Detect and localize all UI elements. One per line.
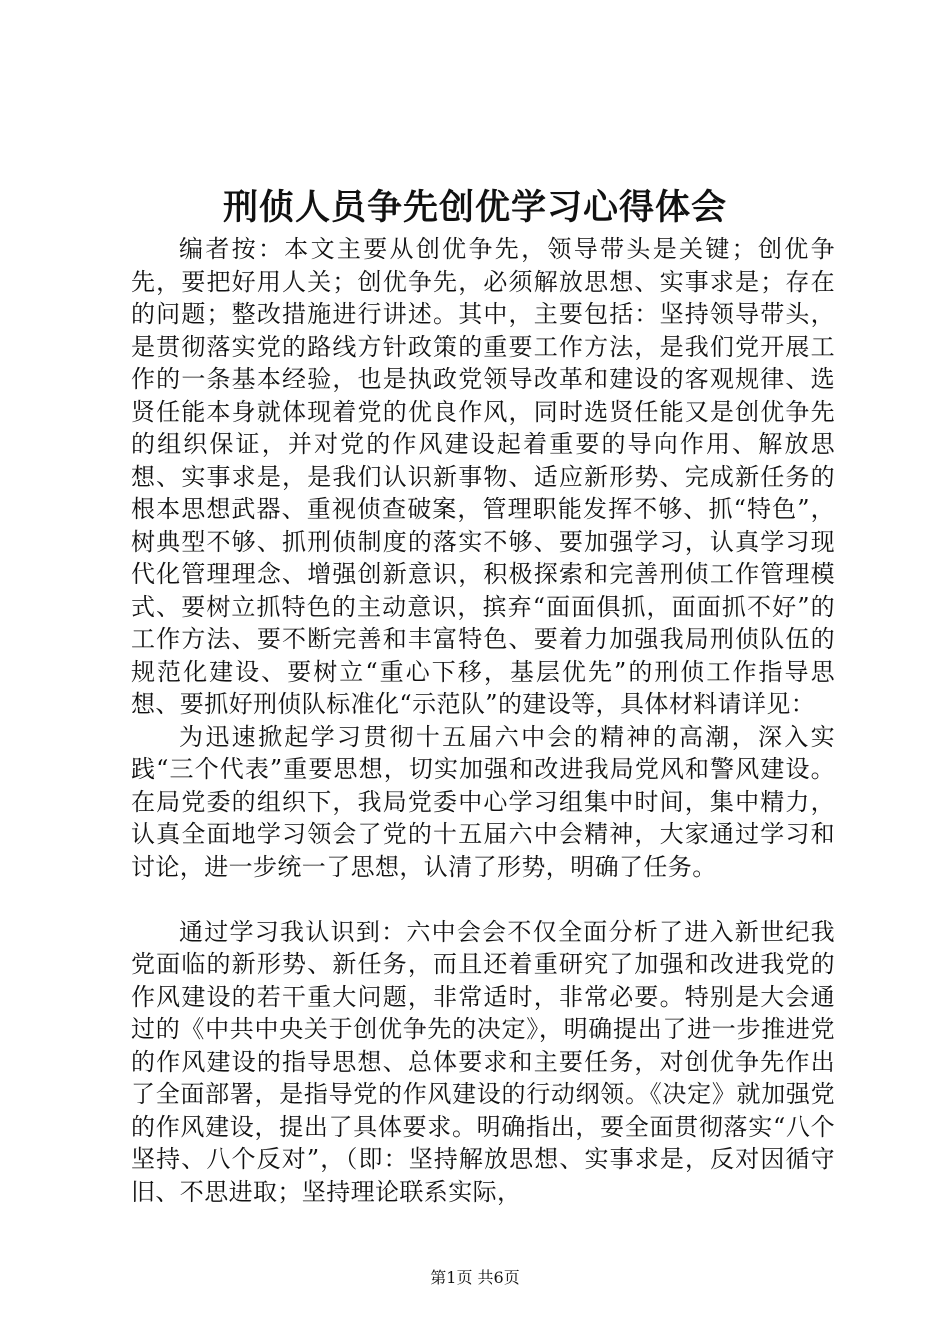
document-body <box>131 233 835 1208</box>
editor-note-paragraph: 编者按：本文主要从创优争先，领导带头是关键；创优争先，要把好用人关；创优争先，必须解放思想、实事求是；存在的问题；整改措施进行讲述。其中，主要包括：坚持领导带头，是贯彻落实党的路线方针政策的重要工作方法，是我们党开展工作的一条基本经验，也是执政党领导改革和建设的客观规律、选贤任能本身就体现着党的优良作风，同时选贤任能又是创优争先的组织保证，并对党的作风建设起着重要的导向作用、解放思想、实事求是，是我们认识新事物、适应新形势、完成新任务的根本思想武器、重视侦查破案，管理职能发挥不够、抓“特色”，树典型不够、抓刑侦制度的落实不够、要加强学习，认真学习现代化管理理念、增强创新意识，积极探索和完善刑侦工作管理模式、要树立抓特色的主动意识，摈弃“面面俱抓，面面抓不好”的工作方法、要不断完善和丰富特色、要着力加强我局刑侦队伍的规范化建设、要树立“重心下移，基层优先”的刑侦工作指导思想、要抓好刑侦队标准化“示范队”的建设等，具体材料请详见： <box>131 235 835 718</box>
body-paragraph-1: 为迅速掀起学习贯彻十五届六中会的精神的高潮，深入实践“三个代表”重要思想，切实加强和改进我局党风和警风建设。在局党委的组织下，我局党委中心学习组集中时间，集中精力，认真全面地学习领会了党的十五届六中会精神，大家通过学习和讨论，进一步统一了思想，认清了形势，明确了任务。 <box>131 722 835 881</box>
page-number-footer: 第1页 共6页 <box>430 1268 520 1287</box>
paragraph-spacer <box>131 883 835 916</box>
body-paragraph-2: 通过学习我认识到：六中会会不仅全面分析了进入新世纪我党面临的新形势、新任务，而且还着重研究了加强和改进我党的作风建设的若干重大问题，非常适时，非常必要。特别是大会通过的《中共中央关于创优争先的决定》，明确提出了进一步推进党的作风建设的指导思想、总体要求和主要任务，对创优争先作出了全面部署，是指导党的作风建设的行动纲领。《决定》就加强党的作风建设，提出了具体要求。明确指出，要全面贯彻落实“八个坚持、八个反对”，（即：坚持解放思想、实事求是，反对因循守旧、不思进取；坚持理论联系实际， <box>131 917 835 1206</box>
document-title: 刑侦人员争先创优学习心得体会 <box>222 188 727 228</box>
